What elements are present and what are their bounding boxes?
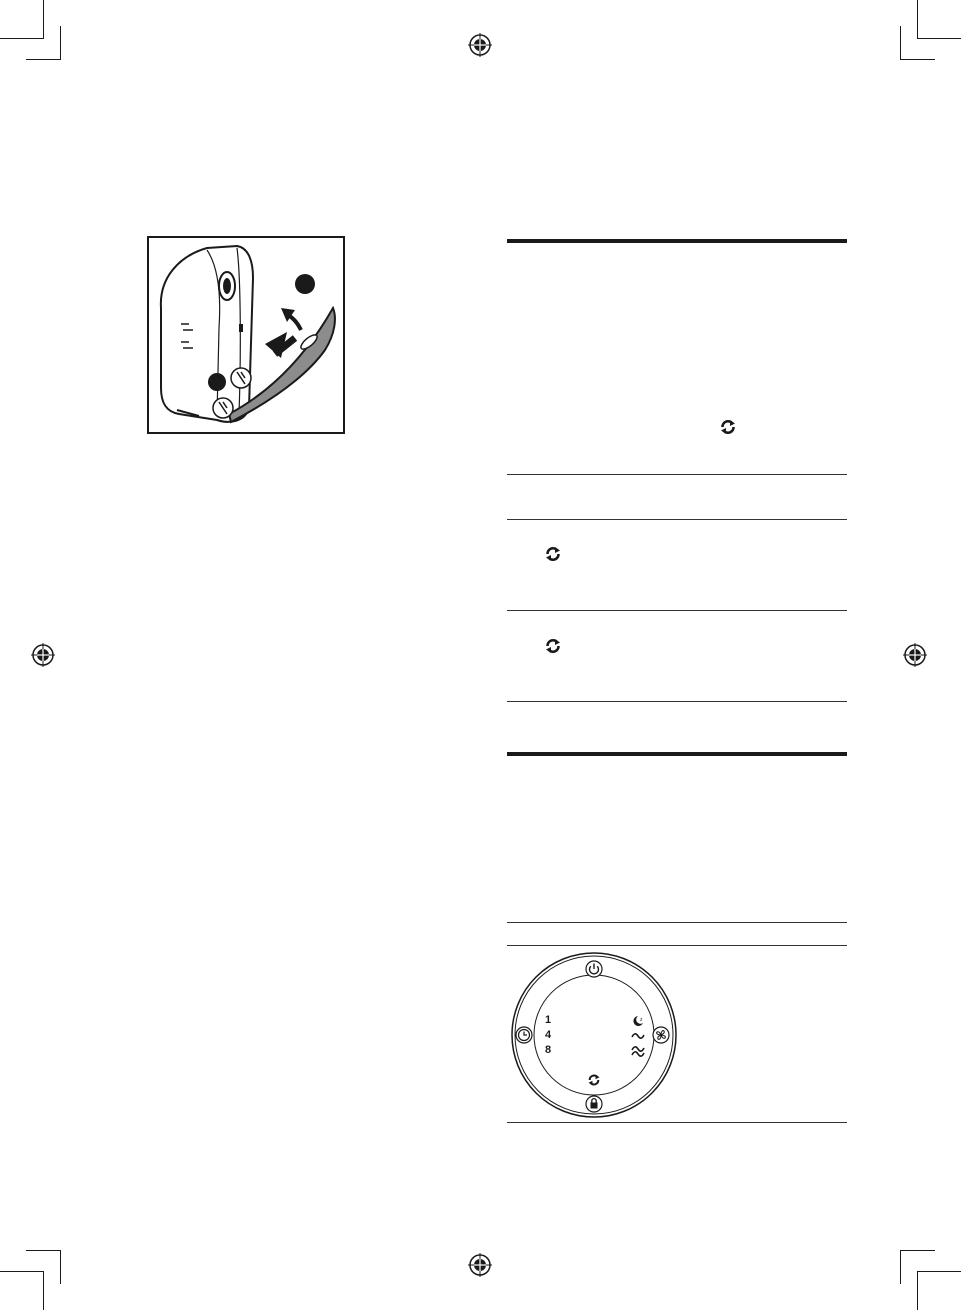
crop-mark (26, 59, 61, 60)
device-filter-removal-illustration (147, 236, 345, 434)
crop-mark (917, 1271, 918, 1310)
timer-icon[interactable] (515, 1026, 533, 1044)
svg-text:z: z (640, 1017, 643, 1023)
crop-mark (0, 1271, 43, 1272)
registration-mark-icon (903, 643, 927, 667)
sleep-icon[interactable] (631, 1015, 645, 1027)
crop-mark (0, 38, 43, 39)
crop-mark (900, 59, 935, 60)
crop-mark (43, 1271, 44, 1310)
timer-value-label[interactable]: 4 (545, 1029, 552, 1041)
reset-icon (544, 545, 562, 563)
crop-mark (60, 26, 61, 60)
crop-mark (918, 38, 961, 39)
registration-mark-icon (31, 643, 55, 667)
crop-mark (43, 0, 44, 39)
table-rule (507, 701, 847, 702)
fan-speed-icon[interactable] (652, 1026, 670, 1044)
timer-value-label[interactable]: 8 (545, 1044, 552, 1056)
table-rule (507, 474, 847, 475)
high-speed-icon[interactable] (631, 1045, 645, 1057)
low-speed-icon[interactable] (631, 1031, 645, 1041)
reset-icon (719, 418, 737, 436)
crop-mark (900, 1250, 935, 1251)
child-lock-icon[interactable] (585, 1095, 603, 1113)
table-rule (507, 610, 847, 611)
table-rule (507, 519, 847, 520)
crop-mark (918, 1271, 961, 1272)
section-rule (507, 752, 847, 756)
crop-mark (900, 1250, 901, 1284)
reset-icon (544, 637, 562, 655)
crop-mark (26, 1250, 61, 1251)
table-rule (507, 922, 847, 923)
timer-value-label[interactable]: 1 (545, 1014, 552, 1026)
power-icon[interactable] (585, 960, 603, 978)
registration-mark-icon (468, 1253, 492, 1277)
registration-mark-icon (468, 33, 492, 57)
section-rule (507, 239, 847, 243)
crop-mark (917, 0, 918, 39)
device-illustration-drawing (149, 238, 343, 432)
crop-mark (60, 1250, 61, 1284)
reset-icon[interactable] (587, 1073, 601, 1087)
table-rule (507, 945, 847, 946)
crop-mark (900, 26, 901, 60)
control-panel-diagram (510, 950, 680, 1127)
